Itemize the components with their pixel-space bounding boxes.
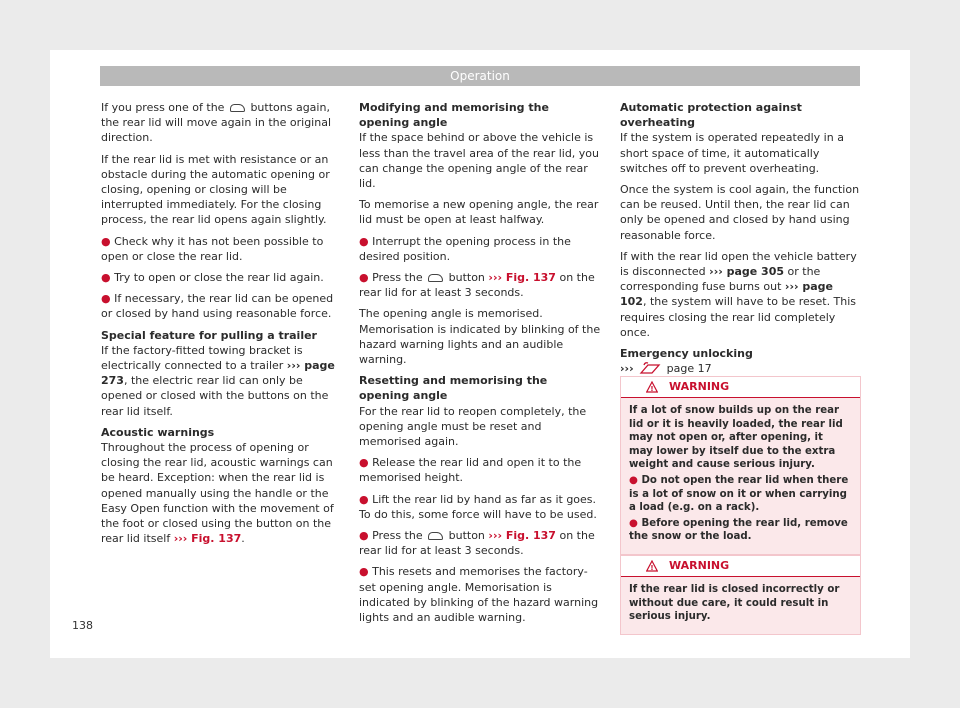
- figure-ref-link[interactable]: ››› Fig. 137: [173, 532, 242, 546]
- bullet-icon: ●: [359, 492, 369, 506]
- warning-title: WARNING: [669, 380, 730, 393]
- list-item: ● Press the button ››› Fig. 137 on the rear lid for at least 3 seconds.: [359, 271, 595, 300]
- manual-book-icon: [639, 362, 661, 376]
- list-item: ● If necessary, the rear lid can be opened or closed by hand using reasonable force.: [101, 292, 334, 321]
- paragraph: The opening angle is memorised. Memorisation is indicated by blinking of the hazard warning lights and an audible warning.: [359, 307, 601, 367]
- bullet-icon: ●: [629, 474, 638, 486]
- paragraph: If the system is operated repeatedly in a short space of time, it automatically switches off to prevent overheating.: [620, 131, 844, 175]
- bullet-icon: ●: [101, 271, 111, 285]
- warning-triangle-icon: [646, 381, 658, 393]
- bullet-icon: ●: [101, 234, 111, 248]
- page-ref-link[interactable]: ››› page 305: [709, 265, 785, 279]
- warning-body: [621, 577, 860, 634]
- subheading-reset: Resetting and memorising the opening angle: [359, 374, 548, 403]
- list-item: ● Try to open or close the rear lid again.: [101, 271, 324, 285]
- warning-header: [621, 377, 860, 398]
- paragraph: If you press one of the buttons again, the rear lid will move again in the original direction.: [101, 101, 332, 145]
- subheading-emergency: Emergency unlocking: [620, 347, 753, 361]
- svg-text:!: !: [650, 385, 654, 393]
- warning-triangle-icon: [646, 560, 658, 572]
- list-item: ● Press the button ››› Fig. 137 on the rear lid for at least 3 seconds.: [359, 529, 595, 558]
- list-item: ● Lift the rear lid by hand as far as it goes. To do this, some force will have to be used.: [359, 492, 597, 521]
- warning-box-closing: [620, 555, 861, 635]
- bullet-icon: ●: [359, 456, 369, 470]
- emergency-ref[interactable]: ››› page 17: [620, 362, 712, 376]
- paragraph: If with the rear lid open the vehicle battery is disconnected ››› page 305 or the corresponding fuse burns out ››› page 102, the system will have to be reset. This requires closing the rear lid completely once.: [620, 249, 857, 339]
- warning-title: WARNING: [669, 559, 730, 572]
- warning-bullet: ● Do not open the rear lid when there is a lot of snow on it or when carrying a load (e.g. on a rack).: [629, 474, 849, 514]
- bullet-icon: ●: [359, 529, 369, 543]
- rear-lid-button-icon: [428, 274, 443, 282]
- bullet-icon: ●: [359, 565, 369, 579]
- figure-ref-link[interactable]: ››› Fig. 137: [488, 271, 556, 285]
- page-ref-link[interactable]: ››› page 102: [620, 280, 833, 309]
- bullet-icon: ●: [101, 292, 111, 306]
- svg-text:!: !: [650, 564, 654, 572]
- figure-ref-link[interactable]: ››› Fig. 137: [488, 529, 556, 543]
- subheading-overheating: Automatic protection against overheating: [620, 101, 802, 130]
- list-item: ● Release the rear lid and open it to the memorised height.: [359, 456, 582, 485]
- warning-box-snow: [620, 376, 861, 555]
- paragraph: Once the system is cool again, the function can be reused. Until then, the rear lid can only be opened and closed by hand using reasonable force.: [620, 183, 860, 242]
- list-item: ● This resets and memorises the factory-set opening angle. Memorisation is indicated by blinking of the hazard warning lights and an audible warning.: [359, 565, 599, 625]
- subheading-trailer: Special feature for pulling a trailer: [101, 328, 317, 342]
- subheading-modify: Modifying and memorising the opening angle: [359, 101, 549, 130]
- paragraph: To memorise a new opening angle, the rear lid must be open at least halfway.: [359, 198, 599, 227]
- list-item: ● Interrupt the opening process in the desired position.: [359, 234, 571, 263]
- column-1: [101, 100, 343, 552]
- paragraph: For the rear lid to reopen completely, the opening angle must be reset and memorised again.: [359, 404, 587, 449]
- bullet-icon: ●: [629, 517, 638, 529]
- warning-text: If a lot of snow builds up on the rear lid or it is heavily loaded, the rear lid may not open or, after opening, it may lower by itself due to the extra weight and cause serious injury.: [629, 405, 843, 471]
- column-3: [620, 100, 862, 382]
- warning-body: [621, 398, 860, 554]
- page-number: 138: [72, 619, 93, 632]
- paragraph: Throughout the process of opening or closing the rear lid, acoustic warnings can be heard. Exception: when the rear lid is opened manually using the handle or the Easy Open function with the movement of the foot or closed using the button on the rear lid itself ››› Fig. 137.: [101, 441, 334, 546]
- warning-bullet: ● Before opening the rear lid, remove the snow or the load.: [629, 517, 848, 543]
- page-ref-link[interactable]: ››› page 273: [101, 359, 335, 388]
- section-header: Operation: [100, 66, 860, 86]
- rear-lid-button-icon: [230, 104, 245, 112]
- subheading-acoustic: Acoustic warnings: [101, 425, 215, 439]
- bullet-icon: ●: [359, 271, 369, 285]
- warning-header: [621, 556, 860, 577]
- rear-lid-button-icon: [428, 532, 443, 540]
- paragraph: If the factory-fitted towing bracket is electrically connected to a trailer ››› page 273, the electric rear lid can only be opened or closed with the buttons on the rear lid itself.: [101, 343, 335, 418]
- column-2: [359, 100, 601, 631]
- bullet-icon: ●: [359, 234, 369, 248]
- warning-text: If the rear lid is closed incorrectly or without due care, it could result in serious injury.: [629, 584, 840, 623]
- list-item: ● Check why it has not been possible to open or close the rear lid.: [101, 234, 324, 263]
- paragraph: If the space behind or above the vehicle is less than the travel area of the rear lid, you can change the opening angle of the rear lid.: [359, 131, 600, 191]
- paragraph: If the rear lid is met with resistance or an obstacle during the automatic opening or closing, opening or closing will be interrupted immediately. For the closing process, the rear lid opens again slightly.: [101, 152, 330, 227]
